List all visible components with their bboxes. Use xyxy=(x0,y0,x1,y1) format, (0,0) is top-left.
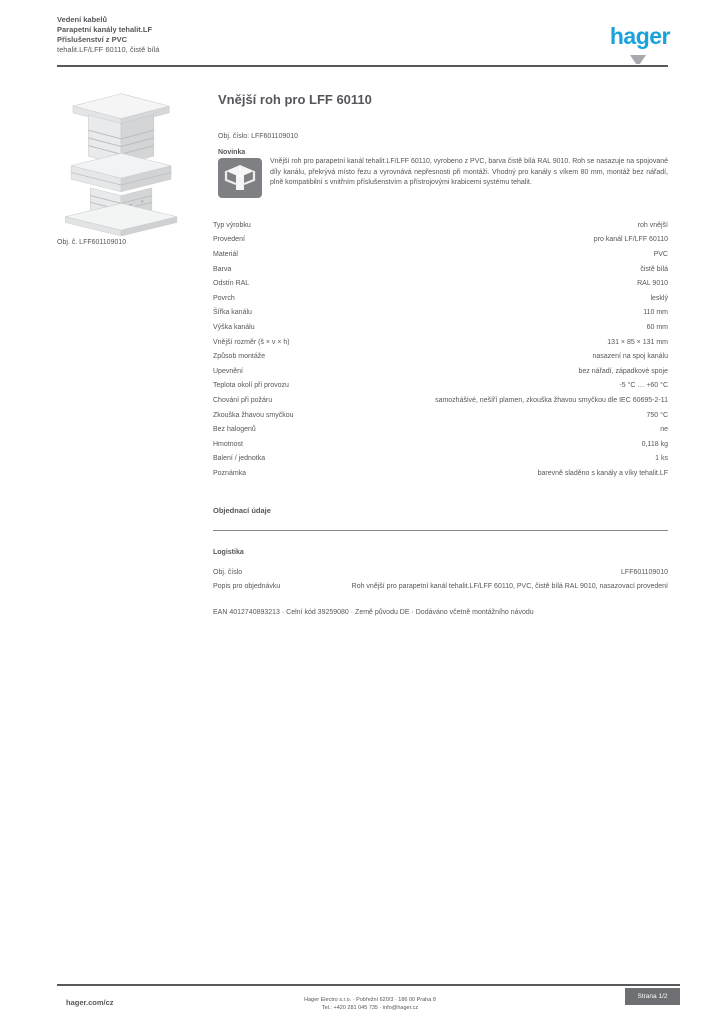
row-value: čistě bílá xyxy=(640,265,668,273)
table-row xyxy=(213,218,668,233)
row-value: LFF601109010 xyxy=(621,568,668,576)
table-row xyxy=(213,452,668,467)
footer-address-line: Tel.: +420 281 045 735 · info@hager.cz xyxy=(321,1005,419,1011)
table-row xyxy=(213,349,668,364)
table-row xyxy=(213,306,668,321)
new-product-label: Novinka xyxy=(218,149,246,156)
product-photo xyxy=(53,84,193,236)
table-row xyxy=(213,379,668,394)
table-row xyxy=(213,320,668,335)
header-category-line: tehalit.LF/LFF 60110, čistě bílá xyxy=(57,45,160,54)
row-label: Bez halogenů xyxy=(213,426,256,434)
row-label: Šířka kanálu xyxy=(213,309,252,317)
page-title: Vnější roh pro LFF 60110 xyxy=(218,92,372,107)
order-section-heading: Objednací údaje xyxy=(213,506,271,515)
order-section-divider xyxy=(213,530,668,531)
row-label: Chování při požáru xyxy=(213,396,273,404)
row-value: ne xyxy=(660,426,668,434)
hager-logo-mark-icon xyxy=(630,55,646,64)
order-number-line: Obj. číslo: LFF601109010 xyxy=(218,133,299,140)
row-value: RAL 9010 xyxy=(637,280,668,288)
table-row xyxy=(213,466,668,481)
row-label: Popis pro objednávku xyxy=(213,583,281,591)
row-label: Odstín RAL xyxy=(213,280,250,288)
corner-piece-illustration xyxy=(53,84,193,236)
table-row xyxy=(213,565,668,580)
row-label: Materiál xyxy=(213,250,238,258)
row-value: 60 mm xyxy=(646,323,668,331)
table-row xyxy=(213,364,668,379)
header-category-line: Vedení kabelů xyxy=(57,15,108,24)
row-label: Obj. číslo xyxy=(213,568,243,576)
row-value: bez nářadí, západkové spoje xyxy=(578,367,668,375)
row-value: 110 mm xyxy=(643,309,668,317)
row-label: Provedení xyxy=(213,236,245,244)
row-label: Barva xyxy=(213,265,232,273)
table-row xyxy=(213,393,668,408)
row-label: Povrch xyxy=(213,294,235,302)
spec-table xyxy=(213,218,668,481)
row-value: barevně sladěno s kanály a víky tehalit.LF xyxy=(537,469,668,477)
row-value: pro kanál LF/LFF 60110 xyxy=(593,236,668,244)
table-row xyxy=(213,335,668,350)
row-value: roh vnější xyxy=(637,221,668,229)
row-label: Teplota okolí při provozu xyxy=(213,382,289,390)
row-value: -5 °C … +60 °C xyxy=(619,382,668,390)
footer-divider xyxy=(57,984,680,986)
row-value: samozhášivé, nešíří plamen, zkouška žhavou smyčkou dle IEC 60695-2-11 xyxy=(435,396,668,404)
footer-address-line: Hager Electro s.r.o. · Pobřežní 620/3 · 186 00 Praha 8 xyxy=(304,997,436,1003)
table-row xyxy=(213,408,668,423)
order-section-subheading: Logistika xyxy=(213,549,244,556)
table-row xyxy=(213,580,668,595)
table-row xyxy=(213,422,668,437)
row-value: lesklý xyxy=(650,294,668,302)
row-value: 0,118 kg xyxy=(641,440,668,448)
product-pictogram-icon xyxy=(218,158,262,198)
row-value: 131 × 85 × 131 mm xyxy=(607,338,668,346)
row-value: PVC xyxy=(653,250,668,258)
row-label: Poznámka xyxy=(213,469,247,477)
table-row xyxy=(213,276,668,291)
row-value: 750 °C xyxy=(646,411,668,419)
table-row xyxy=(213,233,668,248)
row-label: Typ výrobku xyxy=(213,221,251,229)
product-photo-caption: Obj. č. LFF601109010 xyxy=(57,239,127,246)
order-note-line: EAN 4012740893213 · Celní kód 39259080 · Země původu DE · Dodáváno včetně montážního návodu xyxy=(213,609,534,616)
row-label: Balení / jednotka xyxy=(213,455,266,463)
table-row xyxy=(213,291,668,306)
product-description-text: Vnější roh pro parapetní kanál tehalit.LF/LFF 60110, vyrobeno z PVC, barva čistě bílá RAL 9010. Roh se nasazuje na spojované díly kanálu, překrývá místo řezu a vyrovnává nepřesnosti při montáži. Vhodný pro kanály s víkem 80 mm, montáž bez nářadí, plně kompatibilní s vnitřním příslušenstvím a přístrojovými krabicemi systému tehalit. xyxy=(270,158,668,186)
header-category-line: Příslušenství z PVC xyxy=(57,35,128,44)
row-label: Zkouška žhavou smyčkou xyxy=(213,411,294,419)
row-label: Hmotnost xyxy=(213,440,243,448)
hager-logo: hager xyxy=(609,23,670,49)
row-label: Způsob montáže xyxy=(213,353,266,361)
header-divider xyxy=(57,65,668,67)
row-value: Roh vnější pro parapetní kanál tehalit.LF/LFF 60110, PVC, čistě bílá RAL 9010, nasazovací provedení xyxy=(351,583,668,591)
header-category-block xyxy=(57,15,159,55)
footer-page-badge: Strana 1/2 xyxy=(625,988,680,1005)
table-row xyxy=(213,437,668,452)
order-rows-table xyxy=(213,565,668,594)
table-row xyxy=(213,247,668,262)
row-value: 1 ks xyxy=(655,455,668,463)
row-value: nasazení na spoj kanálu xyxy=(592,353,668,361)
row-label: Upevnění xyxy=(213,367,243,375)
header-category-line: Parapetní kanály tehalit.LF xyxy=(57,25,153,34)
footer-address xyxy=(285,996,455,1012)
product-description xyxy=(213,157,668,200)
row-label: Vnější rozměr (š × v × h) xyxy=(213,338,290,346)
row-label: Výška kanálu xyxy=(213,323,255,331)
footer-website-link[interactable]: hager.com/cz xyxy=(60,993,170,1017)
table-row xyxy=(213,262,668,277)
